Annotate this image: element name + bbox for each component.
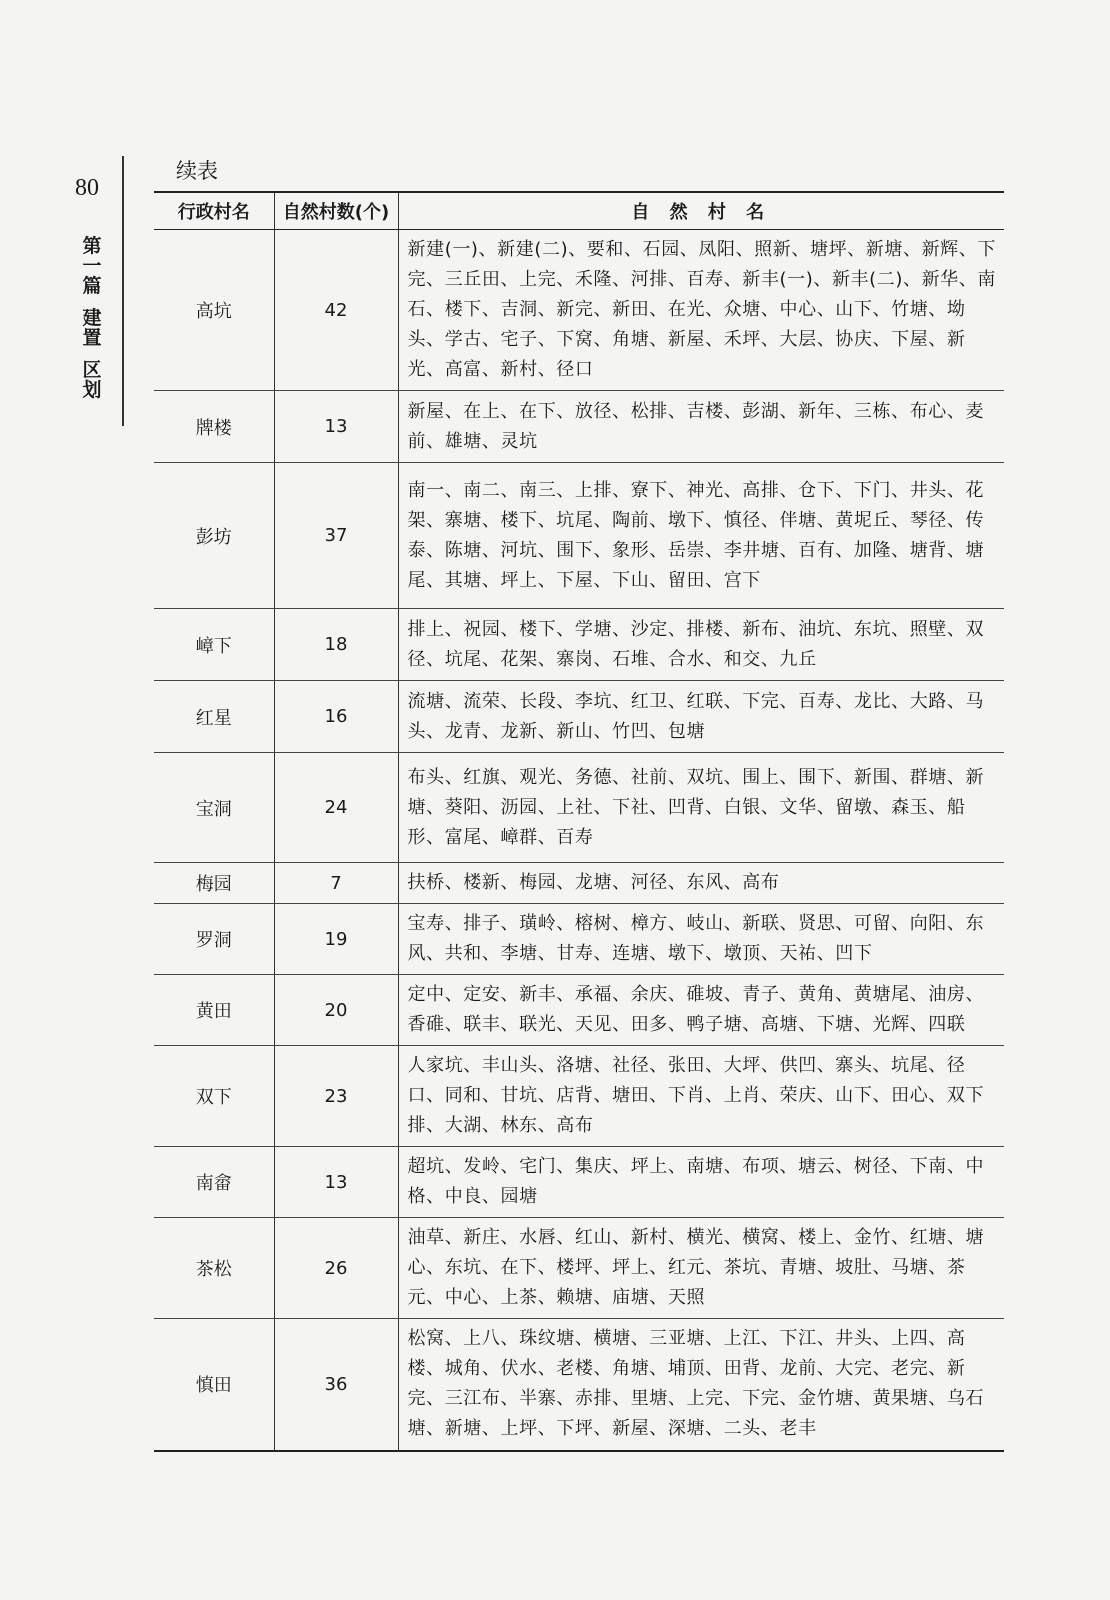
admin-village-name: 梅园 <box>154 863 274 904</box>
natural-village-names: 布头、红旗、观光、务德、社前、双坑、围上、围下、新围、群塘、新塘、葵阳、沥园、上社、下社、凹背、白银、文华、留墩、森玉、船形、富尾、嶂群、百寿 <box>398 753 1004 863</box>
admin-village-name: 双下 <box>154 1046 274 1147</box>
village-table <box>154 191 1004 1452</box>
natural-village-count: 26 <box>274 1218 398 1319</box>
admin-village-name: 牌楼 <box>154 391 274 463</box>
natural-village-count: 24 <box>274 753 398 863</box>
admin-village-name: 宝洞 <box>154 753 274 863</box>
admin-village-name: 嶂下 <box>154 609 274 681</box>
admin-village-name: 高坑 <box>154 230 274 391</box>
natural-village-names: 宝寿、排子、璜岭、榕树、樟方、岐山、新联、贤思、可留、向阳、东风、共和、李塘、甘寿、连塘、墩下、墩顶、天祐、凹下 <box>398 904 1004 975</box>
natural-village-count: 19 <box>274 904 398 975</box>
table-row <box>154 609 1004 681</box>
table-row <box>154 753 1004 863</box>
natural-village-names: 松窝、上八、珠纹塘、横塘、三亚塘、上江、下江、井头、上四、高楼、城角、伏水、老楼、角塘、埔顶、田背、龙前、大完、老完、新完、三江布、半寨、赤排、里塘、上完、下完、金竹塘、黄果塘、乌石塘、新塘、上坪、下坪、新屋、深塘、二头、老丰 <box>398 1319 1004 1451</box>
admin-village-name: 红星 <box>154 681 274 753</box>
table-row <box>154 904 1004 975</box>
natural-village-names: 流塘、流荣、长段、李坑、红卫、红联、下完、百寿、龙比、大路、马头、龙青、龙新、新山、竹凹、包塘 <box>398 681 1004 753</box>
table-row <box>154 463 1004 609</box>
table-row <box>154 1319 1004 1451</box>
natural-village-names: 新屋、在上、在下、放径、松排、吉楼、彭湖、新年、三栋、布心、麦前、雄塘、灵坑 <box>398 391 1004 463</box>
natural-village-count: 42 <box>274 230 398 391</box>
side-title-part: 建置 <box>82 307 102 349</box>
natural-village-names: 排上、祝园、楼下、学塘、沙定、排楼、新布、油坑、东坑、照壁、双径、坑尾、花架、寨岗、石堆、合水、和交、九丘 <box>398 609 1004 681</box>
continued-table-label: 续表 <box>176 159 218 183</box>
natural-village-names: 超坑、发岭、宅门、集庆、坪上、南塘、布项、塘云、树径、下南、中格、中良、园塘 <box>398 1147 1004 1218</box>
natural-village-names: 定中、定安、新丰、承福、余庆、碓坡、青子、黄角、黄塘尾、油房、香碓、联丰、联光、天见、田多、鸭子塘、高塘、下塘、光辉、四联 <box>398 975 1004 1046</box>
page-number: 80 <box>75 175 99 201</box>
side-title-part: 第一篇 <box>82 235 102 297</box>
admin-village-name: 罗洞 <box>154 904 274 975</box>
natural-village-count: 23 <box>274 1046 398 1147</box>
table-row <box>154 230 1004 391</box>
natural-village-count: 7 <box>274 863 398 904</box>
natural-village-count: 16 <box>274 681 398 753</box>
natural-village-names: 油草、新庄、水唇、红山、新村、横光、横窝、楼上、金竹、红塘、塘心、东坑、在下、楼坪、坪上、红元、茶坑、青塘、坡肚、马塘、茶元、中心、上茶、赖塘、庙塘、天照 <box>398 1218 1004 1319</box>
natural-village-count: 20 <box>274 975 398 1046</box>
natural-village-names: 人家坑、丰山头、洛塘、社径、张田、大坪、供凹、寨头、坑尾、径口、同和、甘坑、店背、塘田、下肖、上肖、荣庆、山下、田心、双下排、大湖、林东、高布 <box>398 1046 1004 1147</box>
table-row <box>154 863 1004 904</box>
natural-village-names: 南一、南二、南三、上排、寮下、神光、高排、仓下、下门、井头、花架、寨塘、楼下、坑尾、陶前、墩下、慎径、伴塘、黄坭丘、琴径、传泰、陈塘、河坑、围下、象形、岳崇、李井塘、百有、加隆、塘背、塘尾、其塘、坪上、下屋、下山、留田、宫下 <box>398 463 1004 609</box>
natural-village-count: 36 <box>274 1319 398 1451</box>
margin-rule <box>122 156 124 426</box>
admin-village-name: 茶松 <box>154 1218 274 1319</box>
table-row <box>154 391 1004 463</box>
natural-village-count: 13 <box>274 1147 398 1218</box>
admin-village-name: 慎田 <box>154 1319 274 1451</box>
table-body <box>154 230 1004 1451</box>
admin-village-name: 黄田 <box>154 975 274 1046</box>
table-header-row <box>154 192 1004 230</box>
side-running-title <box>78 236 106 400</box>
natural-village-names: 新建(一)、新建(二)、要和、石园、凤阳、照新、塘坪、新塘、新辉、下完、三丘田、上完、禾隆、河排、百寿、新丰(一)、新丰(二)、新华、南石、楼下、吉洞、新完、新田、在光、众塘、中心、山下、竹塘、坳头、学古、宅子、下窝、角塘、新屋、禾坪、大层、协庆、下屋、新光、高富、新村、径口 <box>398 230 1004 391</box>
natural-village-names: 扶桥、楼新、梅园、龙塘、河径、东风、高布 <box>398 863 1004 904</box>
header-natural-village-count: 自然村数(个) <box>274 192 398 230</box>
admin-village-name: 南畲 <box>154 1147 274 1218</box>
header-admin-village: 行政村名 <box>154 192 274 230</box>
admin-village-name: 彭坊 <box>154 463 274 609</box>
side-title-part: 区划 <box>82 359 102 401</box>
table-row <box>154 975 1004 1046</box>
table-row <box>154 1147 1004 1218</box>
natural-village-count: 13 <box>274 391 398 463</box>
table-row <box>154 1046 1004 1147</box>
natural-village-count: 37 <box>274 463 398 609</box>
natural-village-count: 18 <box>274 609 398 681</box>
header-natural-village-names: 自 然 村 名 <box>398 192 1004 230</box>
table-row <box>154 1218 1004 1319</box>
table-row <box>154 681 1004 753</box>
